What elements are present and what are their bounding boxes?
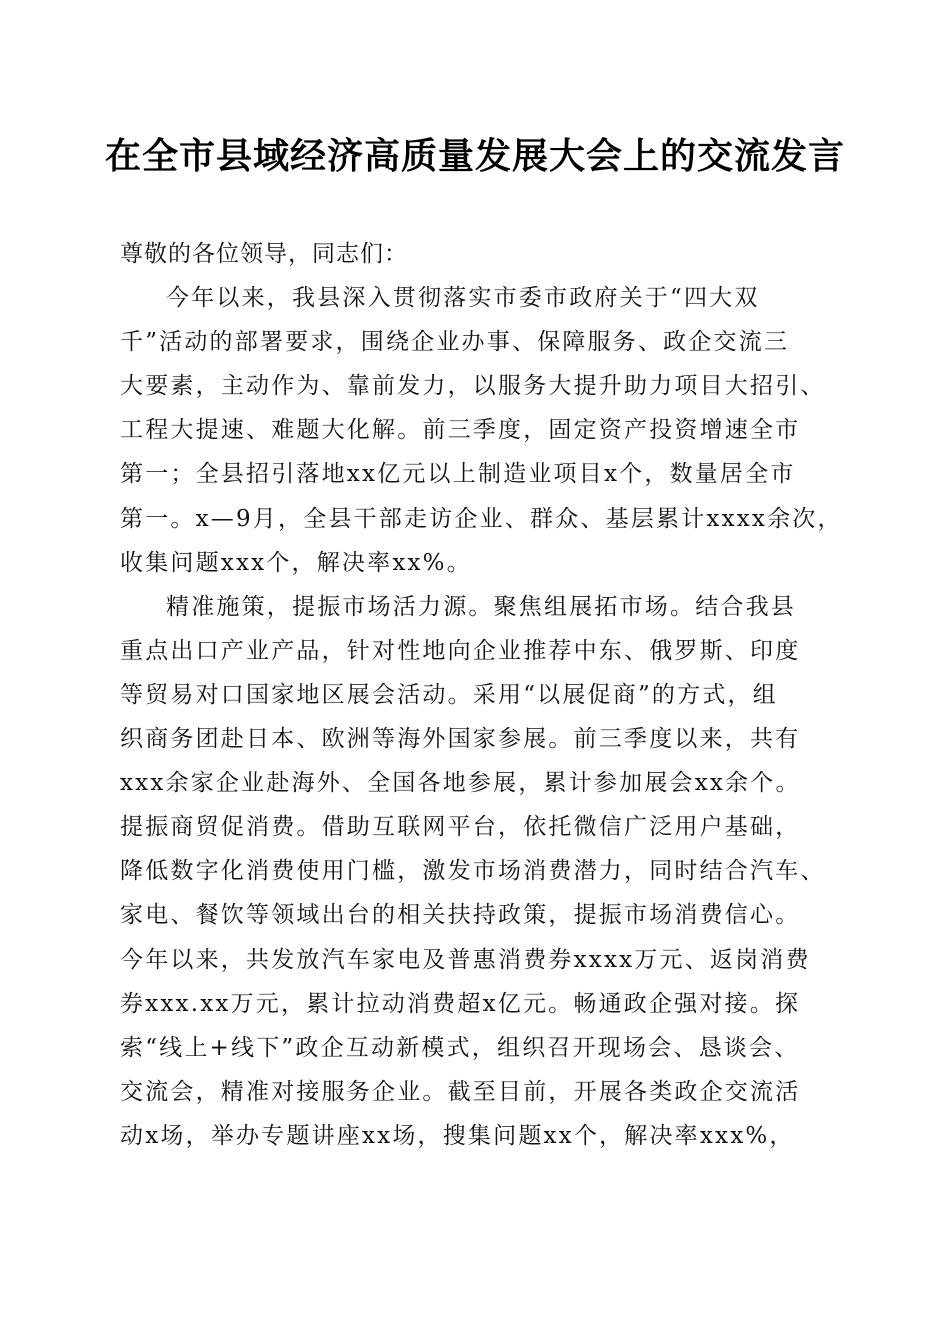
paragraph-1-line: 千”活动的部署要求，围绕企业办事、保障服务、政企交流三 <box>120 329 790 356</box>
paragraph-2-line: 交流会，精准对接服务企业。截至目前，开展各类政企交流活 <box>120 1078 801 1105</box>
paragraph-2-line: 动x场，举办专题讲座xx场，搜集问题xx个，解决率xxx%， <box>120 1122 795 1149</box>
document-title: 在全市县域经济高质量发展大会上的交流发言 <box>104 135 845 177</box>
paragraph-2-line: 今年以来，共发放汽车家电及普惠消费券xxxx万元、返岗消费 <box>120 946 811 973</box>
paragraph-2-line: 家电、餐饮等领域出台的相关扶持政策，提振市场消费信心。 <box>120 902 801 929</box>
paragraph-2-line: 索“线上+线下”政企互动新模式，组织召开现场会、恳谈会、 <box>120 1034 800 1061</box>
paragraph-1-line: 工程大提速、难题大化解。前三季度，固定资产投资增速全市 <box>120 417 801 444</box>
paragraph-1-line: 大要素，主动作为、靠前发力，以服务大提升助力项目大招引、 <box>120 373 826 400</box>
greeting-line: 尊敬的各位领导，同志们： <box>120 241 408 267</box>
paragraph-2-line: 券xxx.xx万元，累计拉动消费超x亿元。畅通政企强对接。探 <box>120 990 801 1017</box>
paragraph-2-line: 等贸易对口国家地区展会活动。采用“以展促商”的方式，组 <box>120 681 778 708</box>
paragraph-1 <box>120 276 843 585</box>
paragraph-2-line: 精准施策，提振市场活力源。聚焦组展拓市场。结合我县 <box>166 593 796 620</box>
paragraph-2 <box>120 585 840 1158</box>
paragraph-2-line: 织商务团赴日本、欧洲等海外国家参展。前三季度以来，共有 <box>120 726 801 753</box>
paragraph-1-line: 收集问题xxx个，解决率xx%。 <box>120 549 472 576</box>
paragraph-2-line: 降低数字化消费使用门槛，激发市场消费潜力，同时结合汽车、 <box>120 858 826 885</box>
paragraph-1-line: 今年以来，我县深入贯彻落实市委市政府关于“四大双 <box>166 285 760 312</box>
paragraph-2-line: 提振商贸促消费。借助互联网平台，依托微信广泛用户基础， <box>120 814 801 841</box>
paragraph-1-line: 第一；全县招引落地xx亿元以上制造业项目x个，数量居全市 <box>120 461 796 488</box>
paragraph-2-line: xxx余家企业赴海外、全国各地参展，累计参加展会xx余个。 <box>120 770 801 797</box>
paragraph-2-line: 重点出口产业产品，针对性地向企业推荐中东、俄罗斯、印度 <box>120 637 801 664</box>
paragraph-1-line: 第一。x—9月，全县干部走访企业、群众、基层累计xxxx余次， <box>120 505 843 532</box>
document-body <box>120 232 843 1158</box>
